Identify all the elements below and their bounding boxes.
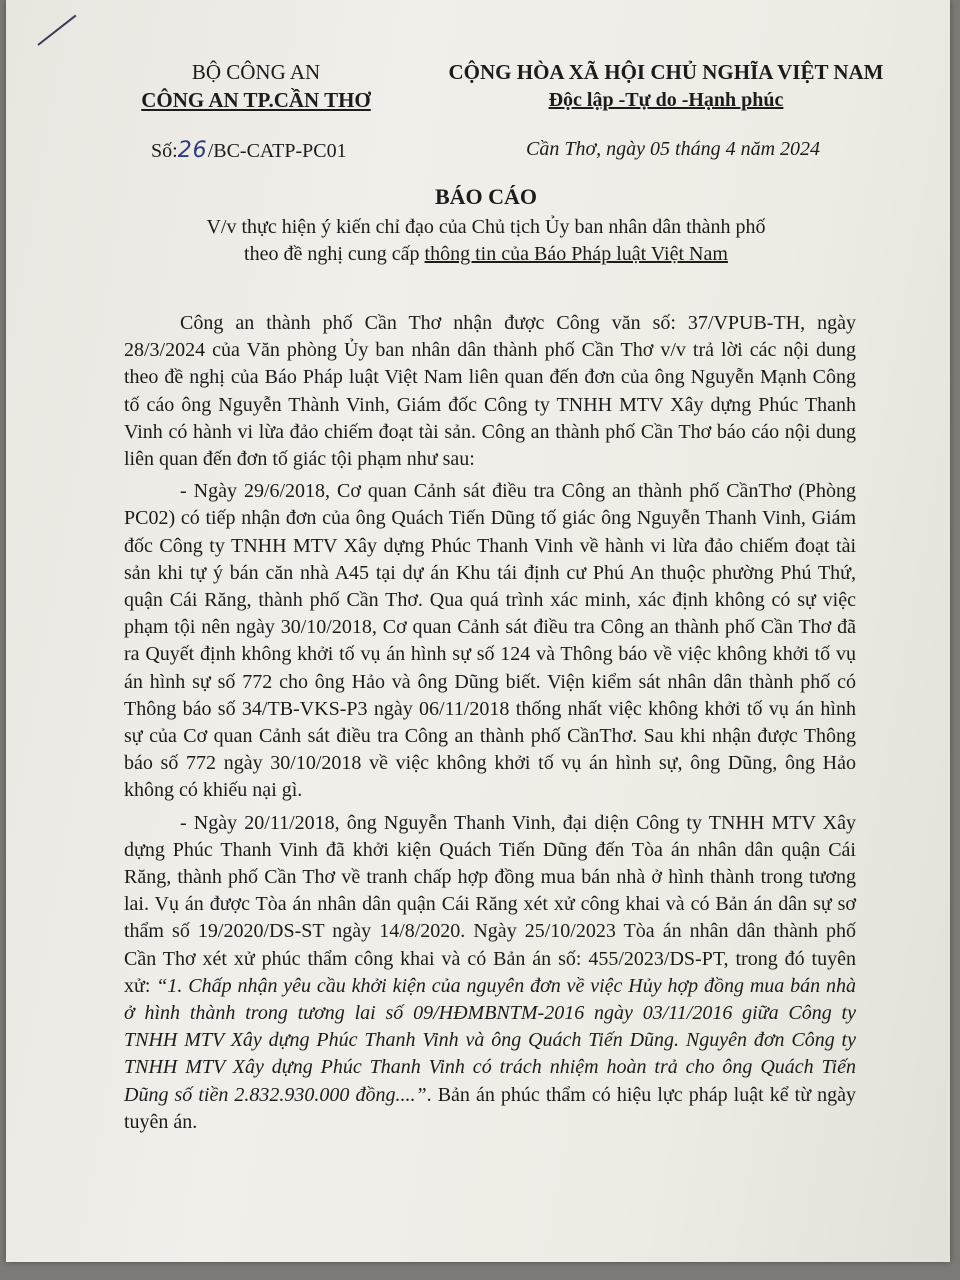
document-subject <box>6 214 960 268</box>
nation-name: CỘNG HÒA XÃ HỘI CHỦ NGHĨA VIỆT NAM <box>448 60 884 84</box>
lawsuit-text: - Ngày 20/11/2018, ông Nguyễn Thanh Vinh, đại diện Công ty TNHH MTV Xây dựng Phúc Thanh Vinh đã khởi kiện Quách Tiến Dũng đến Tòa án nhân dân quận Cái Răng, thành phố Cần Thơ về tranh chấp hợp đồng mua bán nhà ở hình thành trong tương lai. Vụ án được Tòa án nhân dân quận Cái Răng xét xử công khai và có Bản án dân sự sơ thẩm số 19/2020/DS-ST ngày 14/8/2020. Ngày 25/10/2023 Tòa án nhân dân thành phố Cần Thơ xét xử phúc thẩm công khai và có Bản án số: 455/2023/DS-PT, trong đó tuyên xử: <box>124 811 856 997</box>
subject-line-2-underlined: thông tin của Báo Pháp luật Việt Nam <box>424 243 728 265</box>
paragraph-intro: Công an thành phố Cần Thơ nhận được Công văn số: 37/VPUB-TH, ngày 28/3/2024 của Văn phòng Ủy ban nhân dân thành phố Cần Thơ v/v trả lời các nội dung theo đề nghị của Báo Pháp luật Việt Nam liên quan đến đơn của ông Nguyễn Mạnh Công tố cáo ông Nguyễn Thành Vinh, Giám đốc Công ty TNHH MTV Xây dựng Phúc Thanh Vinh có hành vi lừa đảo chiếm đoạt tài sản. Công an thành phố Cần Thơ báo cáo nội dung liên quan đến đơn tố giác tội phạm như sau: <box>124 312 856 471</box>
national-header <box>416 58 916 114</box>
subject-line-2-start: theo đề nghị cung cấp <box>244 243 425 265</box>
pen-stroke-mark <box>37 15 76 46</box>
document-page <box>6 0 950 1262</box>
number-suffix: /BC-CATP-PC01 <box>207 140 347 162</box>
handwritten-number: 26 <box>177 138 208 163</box>
subject-line-1: V/v thực hiện ý kiến chỉ đạo của Chủ tịch Ủy ban nhân dân thành phố <box>206 216 766 238</box>
document-body <box>124 310 856 1141</box>
subject-line-2 <box>6 241 960 268</box>
lawsuit-conclusion: . Bản án phúc thẩm có hiệu lực pháp luật kể từ ngày tuyên án. <box>124 1083 857 1133</box>
judgment-quote: “1. Chấp nhận yêu cầu khởi kiện của nguyên đơn về việc Hủy hợp đồng mua bán nhà ở hình thành trong tương lai số 09/HĐMBNTM-2016 ngày 03/11/2016 giữa Công ty TNHH MTV Xây dựng Phúc Thanh Vinh và ông Quách Tiến Dũng. Nguyên đơn Công ty TNHH MTV Xây dựng Phúc Thanh Vinh có trách nhiệm hoàn trả cho ông Quách Tiến Dũng số tiền 2.832.930.000 đồng....” <box>124 974 856 1106</box>
paragraph-lawsuit <box>124 810 856 1136</box>
parent-ministry: BỘ CÔNG AN <box>191 60 321 84</box>
number-prefix: Số: <box>151 140 178 162</box>
paragraph-denunciation: - Ngày 29/6/2018, Cơ quan Cảnh sát điều tra Công an thành phố CầnThơ (Phòng PC02) có tiếp nhận đơn của ông Quách Tiến Dũng tố giác ông Nguyễn Thanh Vinh, Giám đốc Công ty TNHH MTV Xây dựng Phúc Thanh Vinh về hành vi lừa đảo chiếm đoạt tài sản khi tự ý bán căn nhà A45 tại dự án Khu tái định cư Phú An thuộc phường Phú Thứ, quận Cái Răng, thành phố Cần Thơ. Qua quá trình xác minh, xác định không có sự việc phạm tội nên ngày 30/10/2018, Cơ quan Cảnh sát điều tra Công an thành phố Cần Thơ đã ra Quyết định không khởi tố vụ án hình sự số 124 và Thông báo về việc không khởi tố vụ án hình sự số 772 cho ông Hảo và ông Dũng biết. Viện kiểm sát nhân dân thành phố có Thông báo số 34/TB-VKS-P3 ngày 06/11/2018 thống nhất việc không khởi tố vụ án hình sự của Cơ quan Cảnh sát điều tra Công an thành phố CầnThơ. Sau khi nhận được Thông báo số 772 ngày 30/10/2018 về việc không khởi tố vụ án hình sự, ông Dũng, ông Hảo không có khiếu nại gì. <box>124 480 856 802</box>
issuing-unit: CÔNG AN TP.CẦN THƠ <box>141 88 371 112</box>
national-motto: Độc lập -Tự do -Hạnh phúc <box>548 89 784 111</box>
place-and-date: Cần Thơ, ngày 05 tháng 4 năm 2024 <box>526 138 821 160</box>
issuing-agency <box>106 58 406 114</box>
document-number <box>151 138 347 163</box>
document-title: BÁO CÁO <box>434 184 538 209</box>
